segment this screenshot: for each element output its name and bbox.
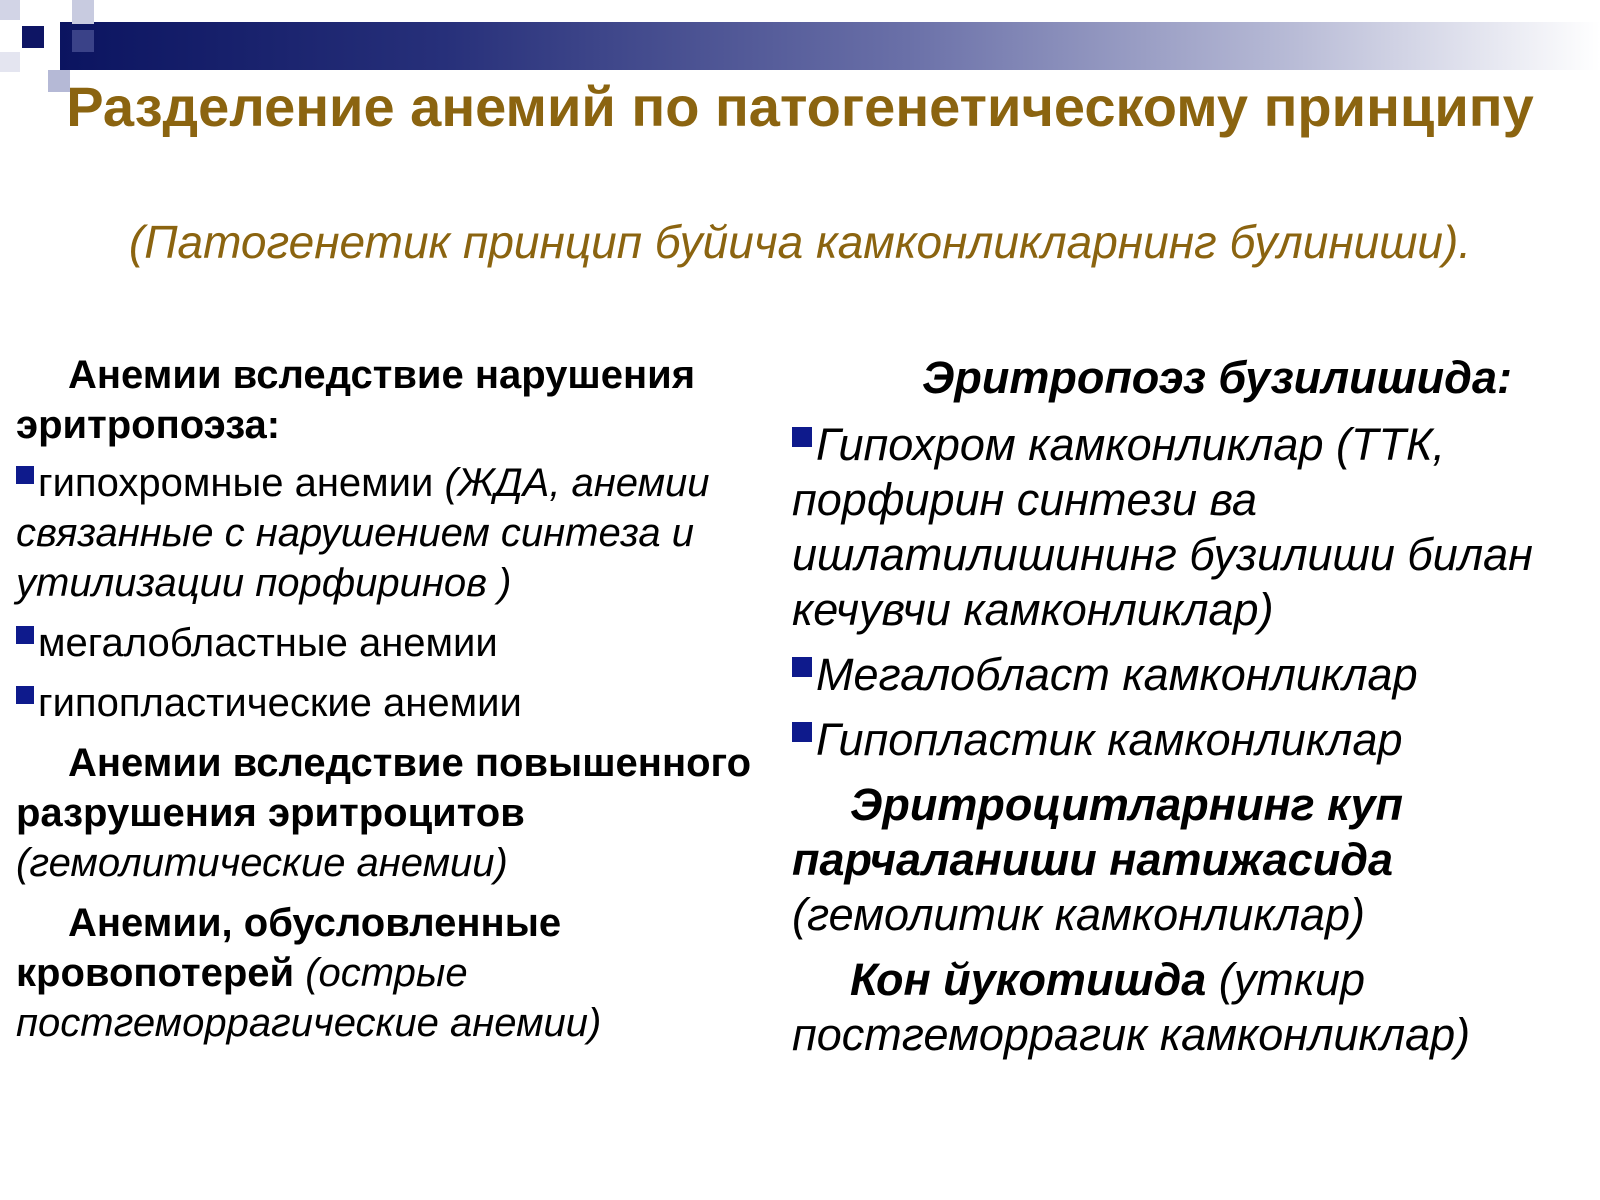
left-column xyxy=(16,350,756,1058)
square-bullet-icon xyxy=(792,657,812,677)
left-section3-note: (острые постгеморрагические анемии) xyxy=(16,951,602,1045)
slide-title: Разделение анемий по патогенетическому принципу xyxy=(66,75,1534,138)
slide-subtitle: (Патогенетик принцип буйича камконликларнинг булиниши). xyxy=(128,216,1472,268)
header-gradient-bar xyxy=(60,22,1600,70)
right-section2 xyxy=(792,777,1582,942)
square-bullet-icon xyxy=(792,427,812,447)
square-bullet-icon xyxy=(792,722,812,742)
left-section1-heading: Анемии вследствие нарушения эритропоэза: xyxy=(16,353,696,447)
left-section2-heading: Анемии вследствие повышенного разрушения эритроцитов xyxy=(16,741,752,835)
right-section1-heading: Эритропоэз бузилишида: xyxy=(922,352,1512,403)
decor-square xyxy=(0,52,20,72)
right-column xyxy=(792,350,1582,1072)
left-bullet-3-text: гипопластические анемии xyxy=(38,681,522,725)
square-bullet-icon xyxy=(16,626,34,644)
right-section3-heading: Кон йукотишда xyxy=(850,954,1207,1005)
square-bullet-icon xyxy=(16,466,34,484)
right-bullet-2-text: Мегалобласт камконликлар xyxy=(816,649,1418,700)
right-section2-heading: Эритроцитларнинг куп парчаланиши натижасида xyxy=(792,779,1404,885)
left-bullet-1 xyxy=(16,458,756,608)
right-section3-note: (уткир постгеморрагик камконликлар) xyxy=(792,954,1471,1060)
decor-square xyxy=(72,30,94,52)
right-bullet-3 xyxy=(792,712,1582,767)
left-bullet-1-note: (ЖДА, анемии связанные с нарушением синтеза и утилизации порфиринов ) xyxy=(16,461,710,605)
right-section3 xyxy=(792,952,1582,1062)
right-bullet-2 xyxy=(792,647,1582,702)
left-bullet-2-text: мегалобластные анемии xyxy=(38,621,498,665)
left-section2-note: (гемолитические анемии) xyxy=(16,841,508,885)
right-bullet-3-text: Гипопластик камконликлар xyxy=(816,714,1403,765)
right-bullet-1-text: Гипохром камконликлар (ТТК, порфирин синтези ва ишлатилишининг бузилиши билан кечувчи камконликлар) xyxy=(792,419,1533,635)
left-bullet-2 xyxy=(16,618,756,668)
right-bullet-1 xyxy=(792,417,1582,637)
left-section3 xyxy=(16,898,756,1048)
left-section2 xyxy=(16,738,756,888)
square-bullet-icon xyxy=(16,686,34,704)
left-bullet-1-text: гипохромные анемии xyxy=(38,461,445,505)
left-bullet-3 xyxy=(16,678,756,728)
decor-square xyxy=(72,0,94,24)
right-section2-note: (гемолитик камконликлар) xyxy=(792,889,1365,940)
decor-square xyxy=(22,26,44,48)
left-section3-heading: Анемии, обусловленные кровопотерей xyxy=(16,901,562,995)
decor-square xyxy=(0,0,20,20)
